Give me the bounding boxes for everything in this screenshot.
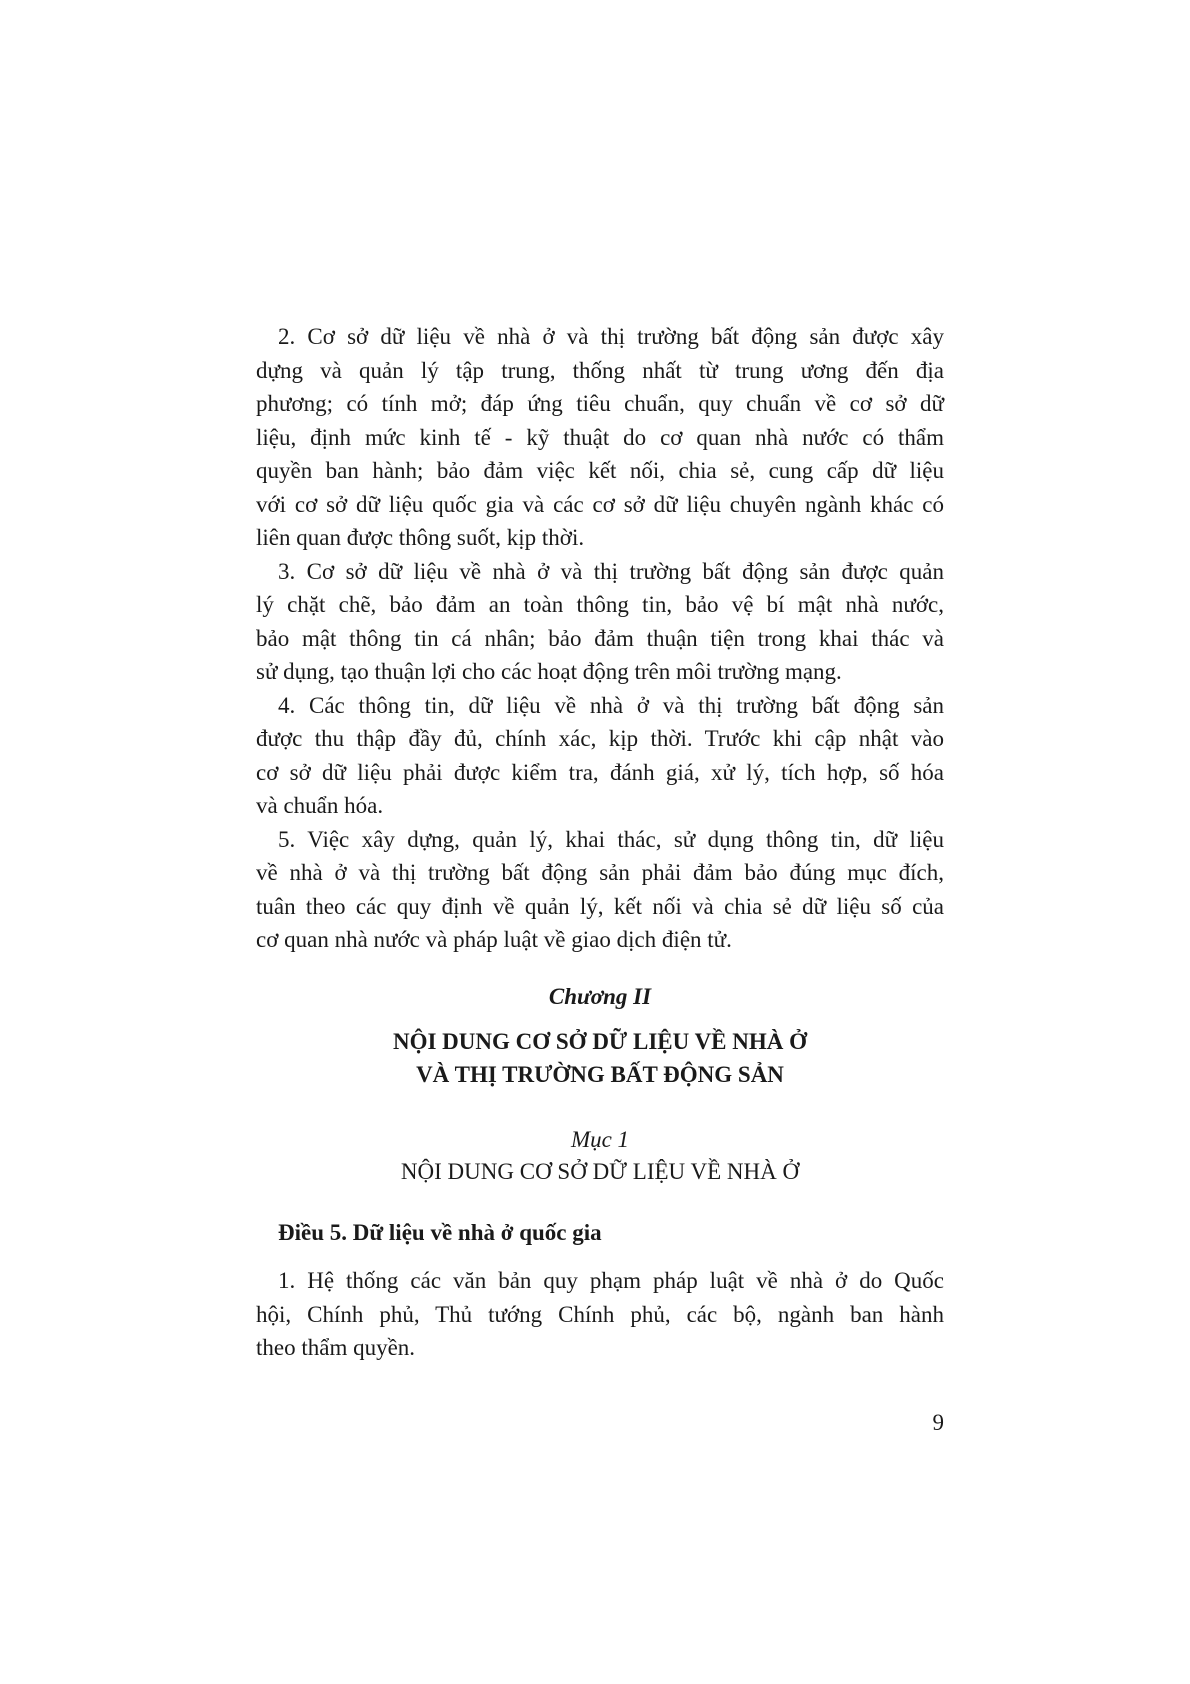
- paragraph-4: [256, 689, 944, 823]
- text-line: 2. Cơ sở dữ liệu về nhà ở và thị trường bất động sản được xây: [278, 324, 944, 349]
- chapter-title-line: NỘI DUNG CƠ SỞ DỮ LIỆU VỀ NHÀ Ở: [392, 1029, 808, 1054]
- chapter-title: [256, 1025, 944, 1091]
- article-heading: Điều 5. Dữ liệu về nhà ở quốc gia: [278, 1220, 602, 1245]
- body-text-top: [256, 320, 944, 957]
- page-number: 9: [932, 1410, 944, 1435]
- text-line: 1. Hệ thống các văn bản quy phạm pháp luật về nhà ở do Quốc: [278, 1268, 944, 1293]
- chapter-label: Chương II: [548, 984, 652, 1009]
- text-line: với cơ sở dữ liệu quốc gia và các cơ sở dữ liệu chuyên ngành khác có: [256, 491, 944, 517]
- text-line: phương; có tính mở; đáp ứng tiêu chuẩn, quy chuẩn về cơ sở dữ: [256, 391, 944, 416]
- section-label: Mục 1: [570, 1127, 630, 1152]
- text-line: được thu thập đầy đủ, chính xác, kịp thời. Trước khi cập nhật vào: [256, 726, 944, 751]
- text-line: theo thẩm quyền.: [256, 1335, 416, 1360]
- text-line: cơ quan nhà nước và pháp luật về giao dịch điện tử.: [256, 927, 732, 952]
- paragraph-3: [256, 555, 944, 689]
- text-line: liên quan được thông suốt, kịp thời.: [256, 525, 585, 550]
- text-line: quyền ban hành; bảo đảm việc kết nối, chia sẻ, cung cấp dữ liệu: [256, 458, 944, 483]
- paragraph-2: [256, 320, 944, 555]
- text-line: tuân theo các quy định về quản lý, kết nối và chia sẻ dữ liệu số của: [256, 893, 944, 919]
- text-line: hội, Chính phủ, Thủ tướng Chính phủ, các bộ, ngành ban hành: [256, 1301, 944, 1327]
- text-line: sử dụng, tạo thuận lợi cho các hoạt động trên môi trường mạng.: [256, 659, 842, 684]
- text-line: 3. Cơ sở dữ liệu về nhà ở và thị trường bất động sản được quản: [278, 558, 944, 584]
- paragraph-5: [256, 823, 944, 957]
- chapter-title-line: VÀ THỊ TRƯỜNG BẤT ĐỘNG SẢN: [416, 1062, 784, 1087]
- text-line: và chuẩn hóa.: [256, 793, 384, 818]
- text-line: cơ sở dữ liệu phải được kiểm tra, đánh giá, xử lý, tích hợp, số hóa: [256, 759, 944, 785]
- text-line: bảo mật thông tin cá nhân; bảo đảm thuận tiện trong khai thác và: [256, 625, 944, 651]
- text-line: về nhà ở và thị trường bất động sản phải đảm bảo đúng mục đích,: [256, 860, 944, 885]
- text-line: liệu, định mức kinh tế - kỹ thuật do cơ quan nhà nước có thẩm: [256, 424, 944, 450]
- article-body: [256, 1264, 944, 1365]
- text-line: lý chặt chẽ, bảo đảm an toàn thông tin, bảo vệ bí mật nhà nước,: [256, 592, 944, 617]
- text-line: dựng và quản lý tập trung, thống nhất từ trung ương đến địa: [256, 357, 944, 383]
- text-line: 5. Việc xây dựng, quản lý, khai thác, sử dụng thông tin, dữ liệu: [278, 826, 944, 852]
- text-line: 4. Các thông tin, dữ liệu về nhà ở và thị trường bất động sản: [278, 692, 944, 718]
- section-title: NỘI DUNG CƠ SỞ DỮ LIỆU VỀ NHÀ Ở: [400, 1159, 800, 1184]
